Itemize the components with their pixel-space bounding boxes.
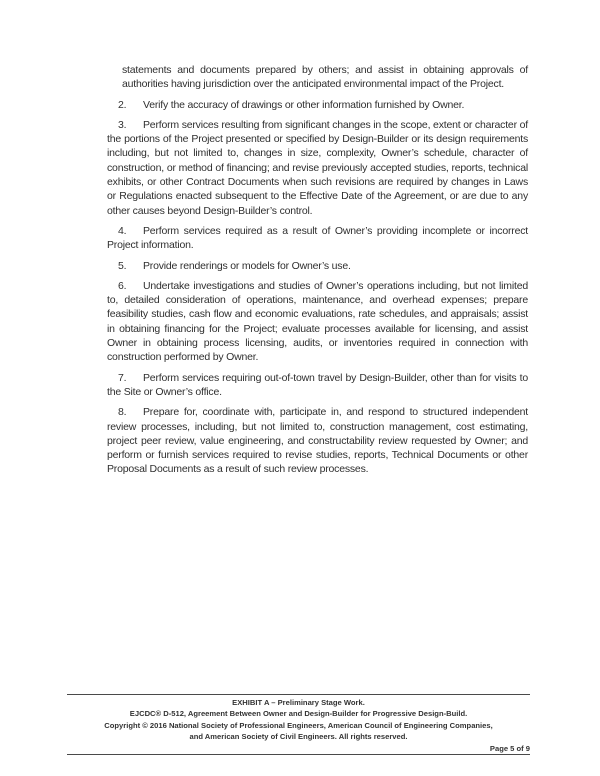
paragraph-item-8 <box>107 405 528 476</box>
item-number: 4. <box>118 224 127 237</box>
footer-text-block <box>67 695 530 754</box>
item-number: 6. <box>118 279 127 292</box>
footer-bottom-rule <box>67 754 530 755</box>
footer-document-title-line: EJCDC® D-512, Agreement Between Owner and Design-Builder for Progressive Design-Build. <box>129 709 468 719</box>
footer-exhibit-line: EXHIBIT A – Preliminary Stage Work. <box>232 698 365 707</box>
paragraph-item-5 <box>107 259 528 273</box>
item-number: 7. <box>118 371 127 384</box>
item-number: 8. <box>118 406 127 419</box>
paragraph-item-6 <box>107 279 528 365</box>
item-number: 2. <box>118 98 127 111</box>
item-text: Perform services requiring out-of-town travel by Design-Builder, other than for visits to the Site or Owner’s office. <box>107 371 528 398</box>
item-text: Perform services required as a result of Owner’s providing incomplete or incorrect Project information. <box>107 224 528 252</box>
item-number: 5. <box>118 259 127 272</box>
paragraph-item-3 <box>107 118 528 218</box>
footer-copyright-line-2: and American Society of Civil Engineers. All rights reserved. <box>189 732 408 742</box>
item-text: Undertake investigations and studies of Owner’s operations including, but not limited to, detailed consideration of operations, maintenance, and overhead expenses; prepare feasibility studies, cash flow and economic evaluations, rate schedules, and appraisals; assist in obtaining financing for the Project; evaluate processes available for licensing, and assist Owner in obtaining process licensing, audits, or inventories required in connection with construction performed by Owner. <box>107 279 528 364</box>
page-footer <box>67 694 530 755</box>
item-text: Perform services resulting from significant changes in the scope, extent or character of the portions of the Project presented or specified by Design-Builder or its design requirements including, but not limited to, changes in size, complexity, Owner’s schedule, character of construction, or method of financing; and revise previously accepted studies, reports, technical exhibits, or other Contract Documents when such revisions are required by changes in Laws or Regulations enacted subsequent to the Effective Date of the Agreement, or are due to any other causes beyond Design-Builder’s control. <box>107 118 528 217</box>
paragraph-item-7 <box>107 371 528 400</box>
item-text: Provide renderings or models for Owner’s use. <box>143 259 351 272</box>
paragraph-item-4 <box>107 224 528 253</box>
footer-copyright-line-1: Copyright © 2016 National Society of Professional Engineers, American Council of Engineering Companies, <box>104 720 493 730</box>
item-text: Prepare for, coordinate with, participate in, and respond to structured independent review processes, including, but not limited to, construction management, cost estimating, project peer review, value engineering, and constructability review requested by Owner; and perform or furnish services required to revise studies, reports, Technical Documents or other Proposal Documents as a result of such review processes. <box>107 406 528 476</box>
item-number: 3. <box>118 118 127 131</box>
paragraph-continuation: statements and documents prepared by others; and assist in obtaining approvals of authorities having jurisdiction over the anticipated environmental impact of the Project. <box>122 64 528 91</box>
document-body <box>107 63 528 483</box>
paragraph-item-2 <box>107 98 528 112</box>
item-text: Verify the accuracy of drawings or other information furnished by Owner. <box>143 98 465 111</box>
page-number: Page 5 of 9 <box>489 743 530 753</box>
